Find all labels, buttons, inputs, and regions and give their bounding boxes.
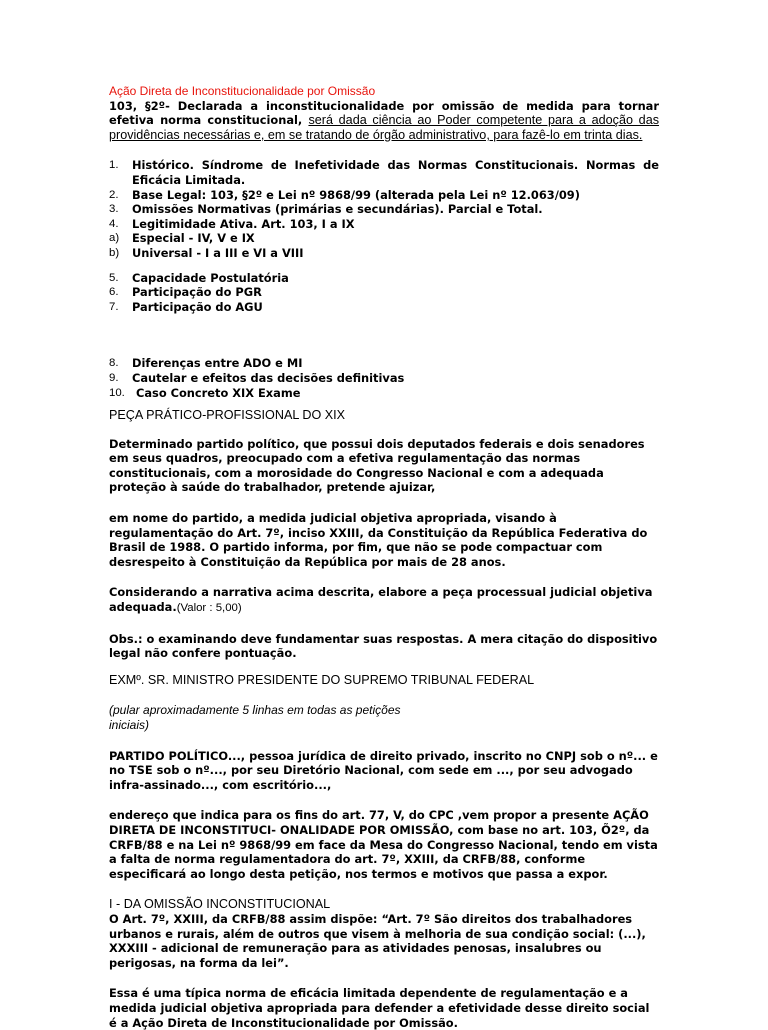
skip-note: (pular aproximadamente 5 linhas em todas as petições iniciais) xyxy=(109,703,401,732)
section-paragraph: O Art. 7º, XXIII, da CRFB/88 assim dispõe: “Art. 7º São direitos dos trabalhadores urbanos e rurais, além de outros que visem à melhoria de sua condição social: (...), XXXIII - adicional de remuneração para as atividades penosas, insalubres ou perigosas, na forma da lei”. xyxy=(109,911,646,970)
final-paragraph: Essa é uma típica norma de eficácia limitada dependente de regulamentação e a medida judicial objetiva apropriada para defender a efetividade desse direito social é a Ação Direta de Inconstitucionalidade por Omissão. xyxy=(109,986,650,1030)
topics-list-b xyxy=(109,271,659,315)
list-item: b) Universal - I a III e VI a VIII xyxy=(109,245,304,260)
intro-part1: 103, §2º- Declarada a inconstitucionalidade por omissão de medida para tornar efetiva norma constitucional, xyxy=(109,98,659,128)
list-item: 1. Histórico. Síndrome de Inefetividade das Normas Constitucionais. Normas de Eficácia Limitada. xyxy=(109,158,659,187)
list-item: 4. Legitimidade Ativa. Art. 103, I a IX xyxy=(109,216,355,231)
list-item: 6. Participação do PGR xyxy=(109,285,262,300)
partido-paragraph: PARTIDO POLÍTICO..., pessoa jurídica de direito privado, inscrito no CNPJ sob o nº... e no TSE sob o nº..., por seu Diretório Nacional, com sede em ..., por seu advogado infra-assinado..., com escritório..., xyxy=(109,748,658,792)
topics-list-c xyxy=(109,356,659,400)
address-line: EXMº. SR. MINISTRO PRESIDENTE DO SUPREMO TRIBUNAL FEDERAL xyxy=(109,672,535,687)
list-item: 8. Diferenças entre ADO e MI xyxy=(109,356,303,371)
case-paragraph-2: em nome do partido, a medida judicial objetiva apropriada, visando à regulamentação do Art. 7º, inciso XXIII, da Constituição da República Federativa do Brasil de 1988. O partido informa, por fim, que não se pode compactuar com desrespeito à Constituição da República por mais de 28 anos. xyxy=(109,511,648,569)
peca-heading: PEÇA PRÁTICO-PROFISSIONAL DO XIX xyxy=(109,408,346,423)
list-item: a) Especial - IV, V e IX xyxy=(109,231,255,246)
list-item: 2. Base Legal: 103, §2º e Lei nº 9868/99 (alterada pela Lei nº 12.063/09) xyxy=(109,187,580,202)
list-item: 5. Capacidade Postulatória xyxy=(109,270,289,285)
document-title: Ação Direta de Inconstitucionalidade por Omissão xyxy=(109,84,376,98)
endereco-paragraph: endereço que indica para os fins do art. 77, V, do CPC ,vem propor a presente AÇÃO DIRETA DE INCONSTITUCI- ONALIDADE POR OMISSÃO, com base no art. 103, Õ2º, da CRFB/88 e na Lei nº 9868/99 em face da Mesa do Congresso Nacional, tendo em vista a falta de norma regulamentadora do art. 7º, XXIII, da CRFB/88, conforme especificará ao longo desta petição, nos termos e motivos que passa a expor. xyxy=(109,808,658,881)
intro-part2: será dada ciência ao Poder competente para a adoção das providências necessárias e, em se tratando de órgão administrativo, para fazê-lo em trinta dias. xyxy=(109,113,659,142)
intro-paragraph xyxy=(109,99,659,143)
list-item: 3. Omissões Normativas (primárias e secundárias). Parcial e Total. xyxy=(109,202,543,217)
list-item: 10. Caso Concreto XIX Exame xyxy=(109,385,301,400)
instruction-text: Considerando a narrativa acima descrita, elabore a peça processual judicial objetiva adequada. xyxy=(109,585,653,615)
document-body xyxy=(109,84,659,1030)
list-item: 7. Participação do AGU xyxy=(109,299,263,314)
topics-list-a xyxy=(109,158,659,260)
value-text: (Valor : 5,00) xyxy=(176,602,242,615)
case-paragraph-3 xyxy=(109,585,659,615)
obs-paragraph: Obs.: o examinando deve fundamentar suas respostas. A mera citação do dispositivo legal não confere pontuação. xyxy=(109,631,658,661)
list-item: 9. Cautelar e efeitos das decisões definitivas xyxy=(109,370,405,385)
section-heading: I - DA OMISSÃO INCONSTITUCIONAL xyxy=(109,897,331,912)
case-paragraph-1: Determinado partido político, que possui dois deputados federais e dois senadores em seus quadros, preocupado com a efetiva regulamentação das normas constitucionais, com a morosidade do Congresso Nacional e com a adequada proteção à saúde do trabalhador, pretende ajuizar, xyxy=(109,436,645,495)
